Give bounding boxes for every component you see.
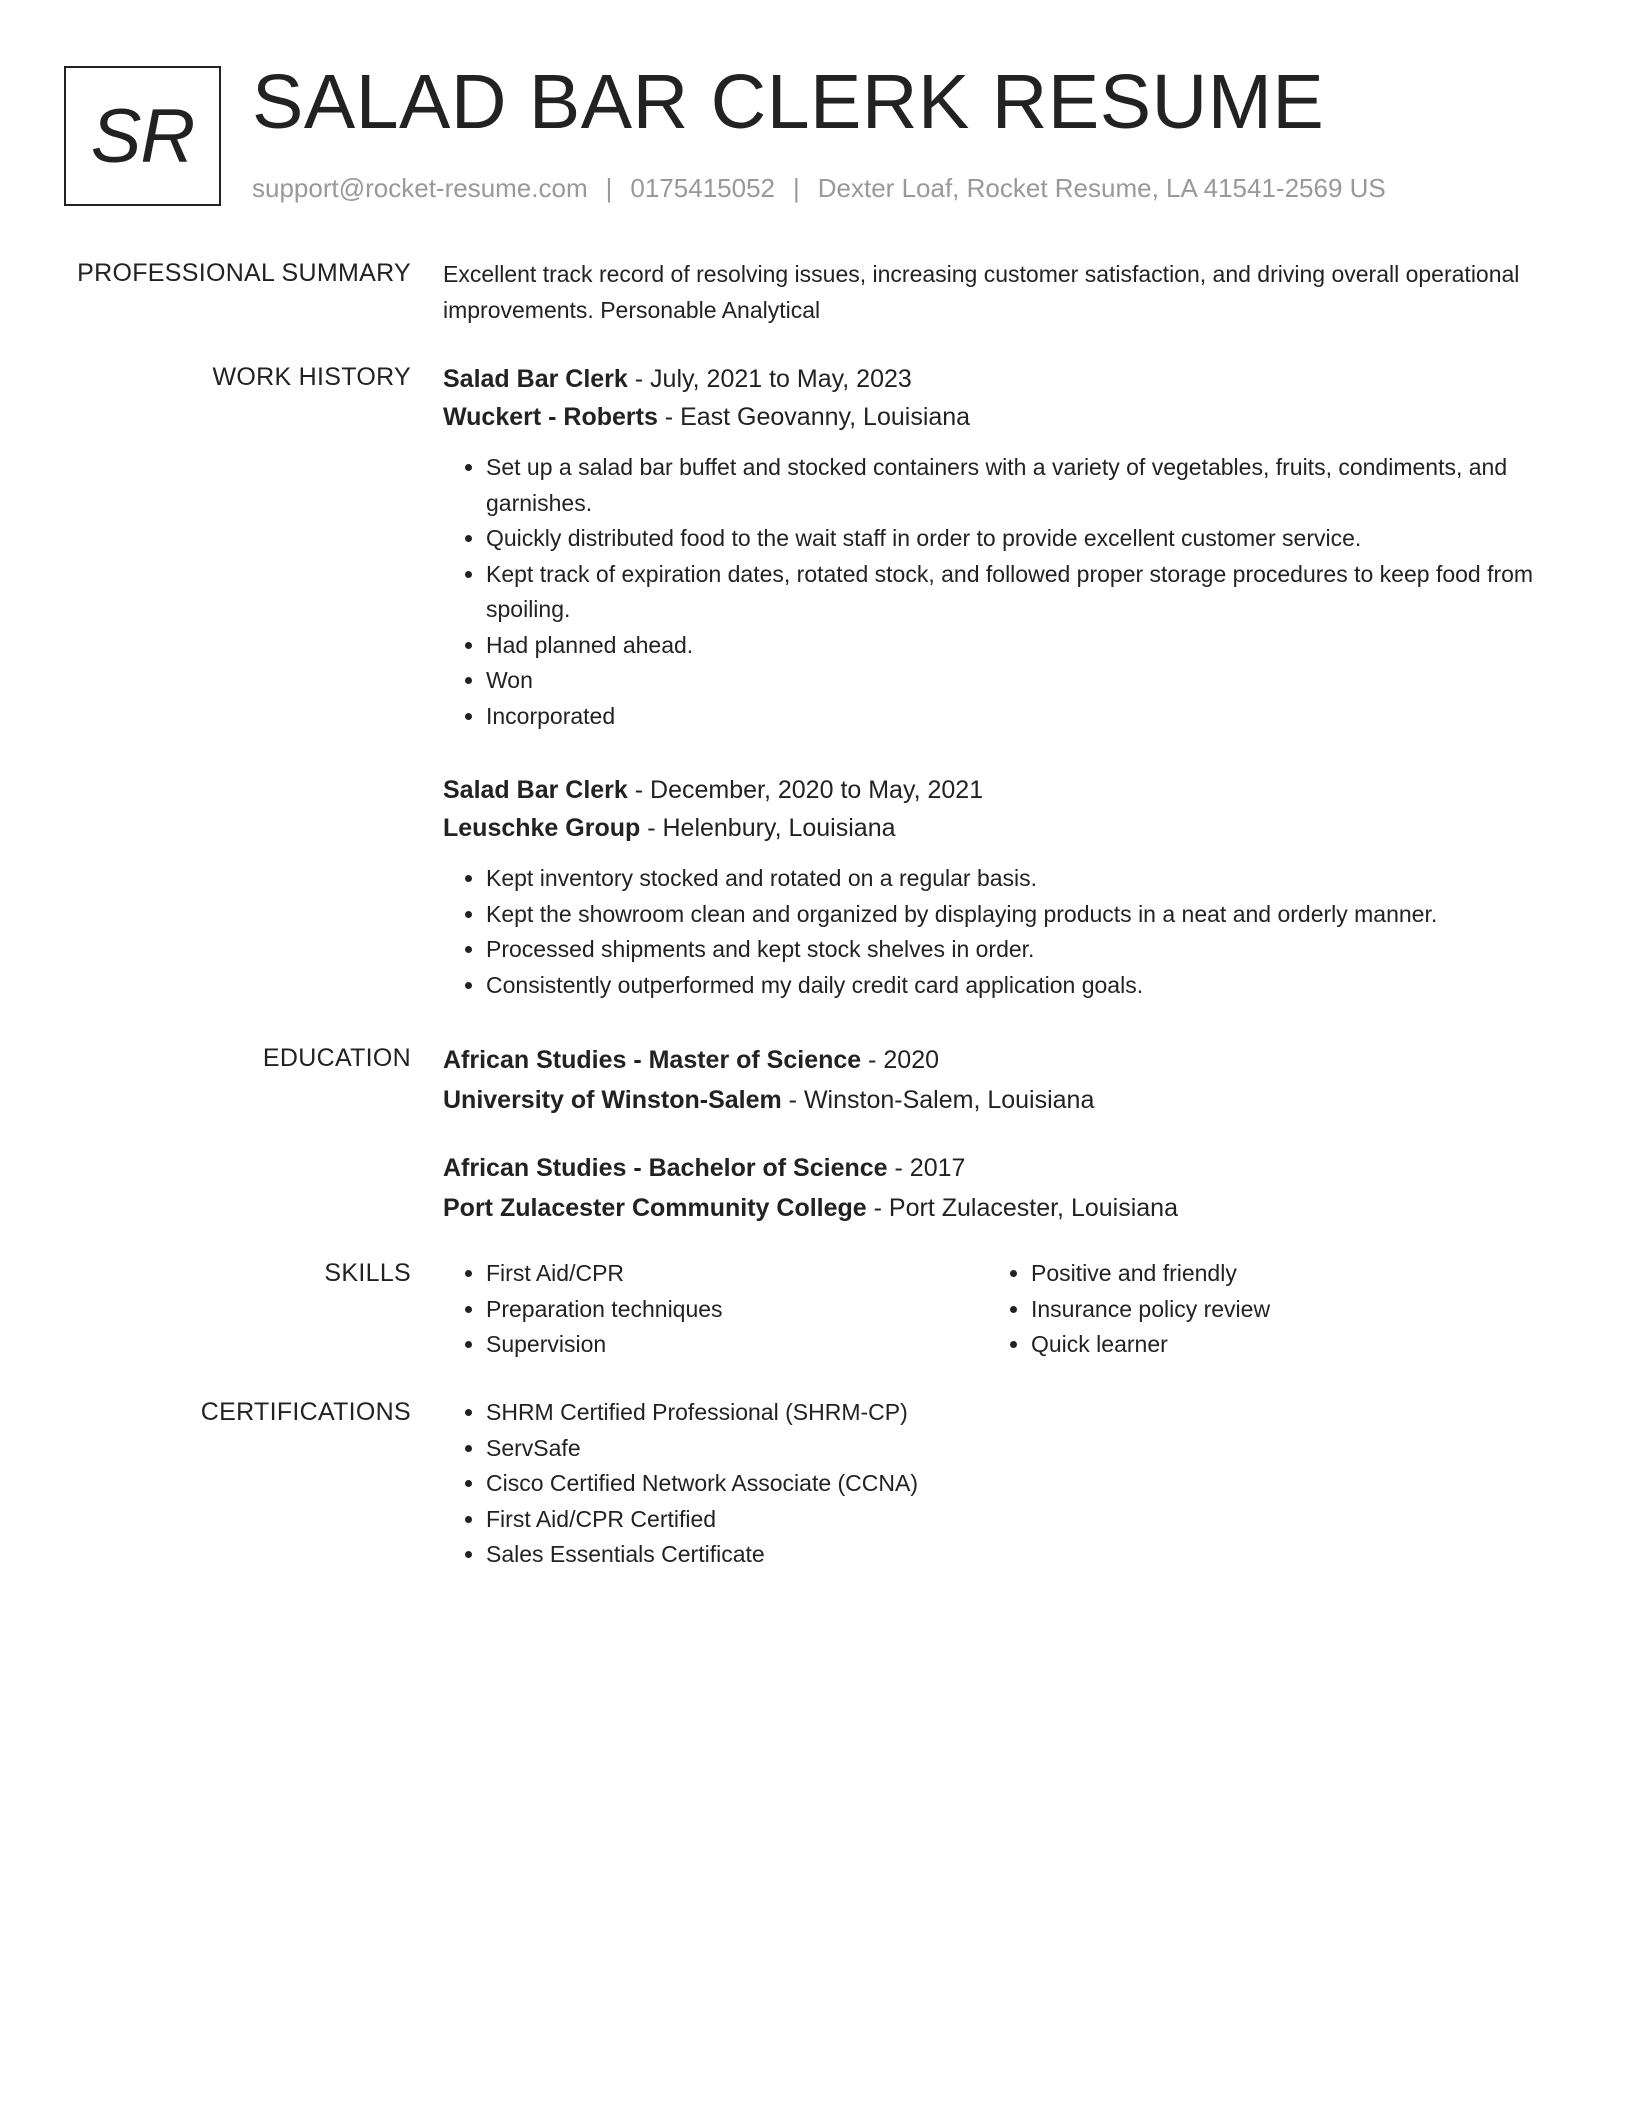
list-item: • Had planned ahead. xyxy=(486,628,1563,664)
skills-column-right xyxy=(988,1256,1533,1363)
job-bullet-list xyxy=(443,861,1563,1003)
skills-list xyxy=(988,1256,1533,1363)
list-item: • Kept inventory stocked and rotated on a regular basis. xyxy=(486,861,1563,897)
monogram-initials: SR xyxy=(90,94,195,179)
certifications-list xyxy=(443,1395,1563,1573)
job-entry xyxy=(443,771,1563,1003)
job-entry xyxy=(443,360,1563,734)
list-item: • Set up a salad bar buffet and stocked containers with a variety of vegetables, fruits, condiments, and garnishes. xyxy=(486,450,1563,521)
education-year: - 2017 xyxy=(887,1154,966,1182)
education-degree-line xyxy=(443,1149,1563,1187)
education-entry xyxy=(443,1149,1563,1227)
contact-line xyxy=(252,172,1386,206)
job-company: Leuschke Group xyxy=(443,814,641,842)
list-item: • Cisco Certified Network Associate (CCNA) xyxy=(486,1466,1563,1502)
education-degree: African Studies - Master of Science xyxy=(443,1046,862,1074)
list-item: • Processed shipments and kept stock shelves in order. xyxy=(486,932,1563,968)
job-company-line xyxy=(443,809,1563,847)
section-heading-summary: PROFESSIONAL SUMMARY xyxy=(77,259,411,287)
list-item: • Incorporated xyxy=(486,699,1563,735)
section-heading-work-history: WORK HISTORY xyxy=(212,363,411,391)
job-location: - Helenbury, Louisiana xyxy=(640,814,896,842)
list-item: • SHRM Certified Professional (SHRM-CP) xyxy=(486,1395,1563,1431)
job-location: - East Geovanny, Louisiana xyxy=(657,403,971,431)
section-heading-education: EDUCATION xyxy=(262,1044,411,1072)
summary-text: Excellent track record of resolving issues, increasing customer satisfaction, and driving overall operational improvements. Personable Analytical xyxy=(443,261,1520,323)
list-item: • Kept the showroom clean and organized by displaying products in a neat and orderly manner. xyxy=(486,897,1563,933)
list-item: • Positive and friendly xyxy=(1031,1256,1533,1292)
list-item: • ServSafe xyxy=(486,1431,1563,1467)
contact-separator: | xyxy=(605,173,613,203)
section-heading-certifications: CERTIFICATIONS xyxy=(200,1398,411,1426)
education-degree-line xyxy=(443,1041,1563,1079)
education-school-line xyxy=(443,1189,1563,1227)
job-dates: - December, 2020 to May, 2021 xyxy=(627,776,984,804)
list-item: • First Aid/CPR xyxy=(486,1256,988,1292)
education-school: Port Zulacester Community College xyxy=(443,1194,867,1222)
contact-separator: | xyxy=(793,173,800,203)
list-item: • Won xyxy=(486,663,1563,699)
job-dates: - July, 2021 to May, 2023 xyxy=(627,365,912,393)
education-degree: African Studies - Bachelor of Science xyxy=(443,1154,888,1182)
resume-title: SALAD BAR CLERK RESUME xyxy=(252,59,1325,145)
education-year: - 2020 xyxy=(861,1046,940,1074)
list-item: • Sales Essentials Certificate xyxy=(486,1537,1563,1573)
education-location: - Port Zulacester, Louisiana xyxy=(866,1194,1178,1222)
education-location: - Winston-Salem, Louisiana xyxy=(781,1086,1095,1114)
contact-email[interactable]: support@rocket-resume.com xyxy=(252,173,588,203)
job-company-line xyxy=(443,398,1563,436)
contact-address: Dexter Loaf, Rocket Resume, LA 41541-2569 US xyxy=(817,173,1386,203)
job-bullet-list xyxy=(443,450,1563,734)
monogram-box xyxy=(64,66,221,206)
job-title-line xyxy=(443,360,1563,398)
education-school: University of Winston-Salem xyxy=(443,1086,782,1114)
education-entry xyxy=(443,1041,1563,1119)
list-item: • Insurance policy review xyxy=(1031,1292,1533,1328)
list-item: • Consistently outperformed my daily credit card application goals. xyxy=(486,968,1563,1004)
job-title-line xyxy=(443,771,1563,809)
list-item: • Supervision xyxy=(486,1327,988,1363)
education-school-line xyxy=(443,1081,1563,1119)
list-item: • Quick learner xyxy=(1031,1327,1533,1363)
contact-phone[interactable]: 0175415052 xyxy=(630,173,775,203)
list-item: • First Aid/CPR Certified xyxy=(486,1502,1563,1538)
skills-column-left xyxy=(443,1256,988,1363)
section-heading-skills: SKILLS xyxy=(324,1259,411,1287)
job-title: Salad Bar Clerk xyxy=(443,365,628,393)
job-title: Salad Bar Clerk xyxy=(443,776,628,804)
skills-list xyxy=(443,1256,988,1363)
job-company: Wuckert - Roberts xyxy=(443,403,658,431)
list-item: • Kept track of expiration dates, rotated stock, and followed proper storage procedures to keep food from spoiling. xyxy=(486,557,1563,628)
list-item: • Preparation techniques xyxy=(486,1292,988,1328)
list-item: • Quickly distributed food to the wait staff in order to provide excellent customer service. xyxy=(486,521,1563,557)
